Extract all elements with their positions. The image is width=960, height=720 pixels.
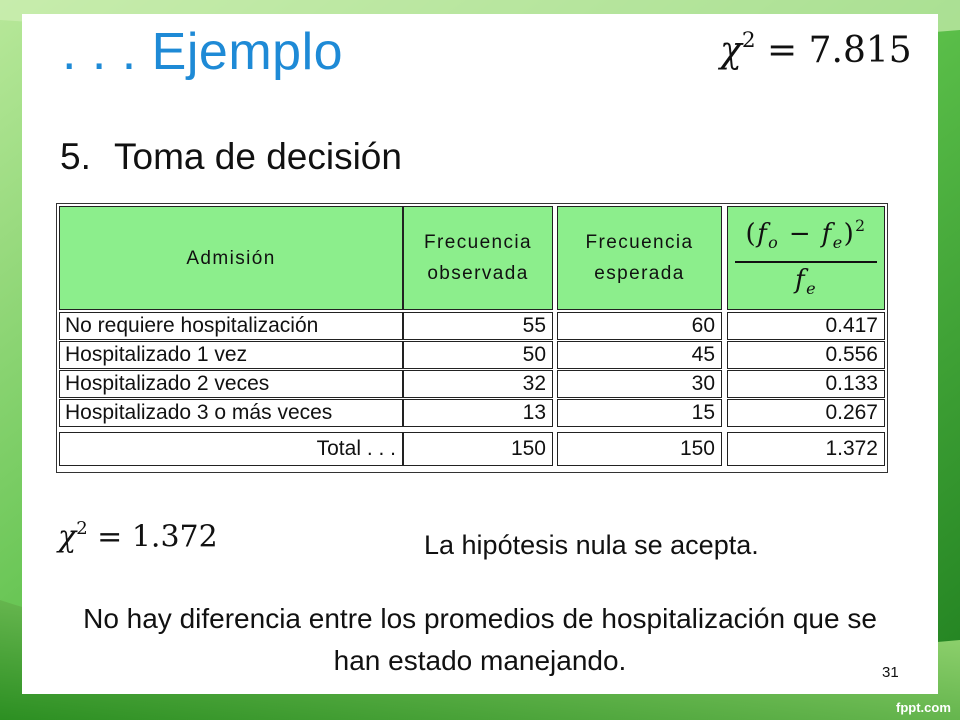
conclusion-text: La hipótesis nula se acepta. <box>424 530 759 560</box>
frequency-table <box>56 203 888 473</box>
total-expected: 150 <box>557 432 722 466</box>
header-expected <box>557 206 722 310</box>
row-expected: 30 <box>557 370 722 398</box>
chi-square-computed <box>58 518 218 555</box>
step-heading <box>60 136 402 178</box>
brand-logo: fppt.com <box>896 700 951 715</box>
row-observed: 50 <box>403 341 553 369</box>
row-contribution: 0.417 <box>727 312 885 340</box>
row-contribution: 0.133 <box>727 370 885 398</box>
header-admission <box>59 206 403 310</box>
row-contribution: 0.267 <box>727 399 885 427</box>
row-expected: 45 <box>557 341 722 369</box>
row-observed: 55 <box>403 312 553 340</box>
step-number: 5. <box>60 136 91 177</box>
slide-title: . . . Ejemplo <box>62 23 344 81</box>
row-observed: 32 <box>403 370 553 398</box>
chi-value: = 7.815 <box>755 30 912 72</box>
chi-value: = 1.372 <box>87 519 218 555</box>
row-contribution: 0.556 <box>727 341 885 369</box>
row-expected: 15 <box>557 399 722 427</box>
row-label: No requiere hospitalización <box>59 312 403 340</box>
step-label: Toma de decisión <box>114 136 402 177</box>
fraction-bar <box>735 261 877 263</box>
row-label: Hospitalizado 3 o más veces <box>59 399 403 427</box>
explanation-text: No hay diferencia entre los promedios de hospitalización que se han estado manejando. <box>83 603 877 676</box>
formula-denominator: $f_e$ <box>795 265 817 299</box>
total-contribution: 1.372 <box>727 432 885 466</box>
header-formula <box>727 206 885 310</box>
chi-square-critical <box>720 28 912 71</box>
total-observed: 150 <box>403 432 553 466</box>
header-expected-label: Frecuencia esperada <box>585 232 694 284</box>
exponent: 2 <box>741 28 756 53</box>
header-observed <box>403 206 553 310</box>
header-admission-label: Admisión <box>186 247 276 269</box>
row-expected: 60 <box>557 312 722 340</box>
exponent: 2 <box>76 518 88 539</box>
total-label: Total . . . <box>59 432 403 466</box>
chi-symbol: χ <box>58 519 77 555</box>
chi-formula <box>735 211 877 304</box>
formula-numerator: $(f_o - f_e)^2$ <box>745 217 867 253</box>
header-observed-label: Frecuencia observada <box>424 232 532 284</box>
chi-symbol: χ <box>720 30 742 72</box>
row-label: Hospitalizado 1 vez <box>59 341 403 369</box>
page-number: 31 <box>882 664 899 681</box>
row-label: Hospitalizado 2 veces <box>59 370 403 398</box>
row-observed: 13 <box>403 399 553 427</box>
